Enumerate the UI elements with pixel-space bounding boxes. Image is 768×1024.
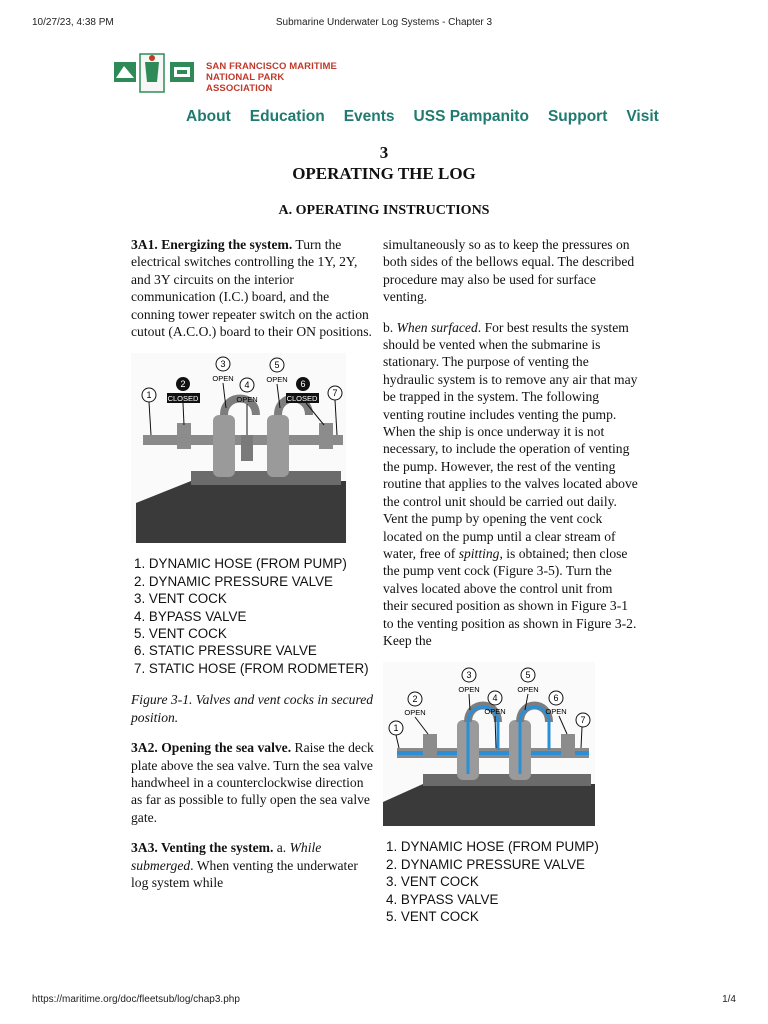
- fig1-callout-1: 1: [146, 390, 152, 401]
- fig2-callout-6: 6: [553, 693, 559, 704]
- legend-item: 3. VENT COCK: [386, 874, 479, 890]
- logo-line-2: NATIONAL PARK ASSOCIATION: [206, 72, 285, 94]
- nav-uss-pampanito[interactable]: USS Pampanito: [413, 108, 529, 125]
- legend-item: 7. STATIC HOSE (FROM RODMETER): [134, 660, 369, 676]
- legend-item: 2. DYNAMIC PRESSURE VALVE: [386, 856, 585, 872]
- fig1-label-closed-b: CLOSED: [286, 394, 318, 404]
- paragraph-text: a.: [273, 840, 290, 856]
- nav-support[interactable]: Support: [547, 108, 608, 125]
- print-page-number: 1/4: [722, 994, 736, 1005]
- nav-events[interactable]: Events: [343, 108, 395, 125]
- fig1-label-open-a: OPEN: [212, 374, 234, 384]
- paragraph-text: . When venting the underwater log system while: [131, 857, 358, 890]
- paragraph-text: Raise the deck plate above the sea valve. Turn the sea valve handwheel in a counterclockwise direction as far as possible to fully open the sea valve gate.: [131, 740, 374, 825]
- legend-item: 2. DYNAMIC PRESSURE VALVE: [134, 573, 333, 589]
- valve-assembly-venting-illustration: [383, 662, 595, 826]
- paragraph-lead: 3A2. Opening the sea valve.: [131, 740, 292, 756]
- paragraph-3a1: [131, 236, 375, 340]
- fig2-callout-3: 3: [466, 670, 472, 681]
- logo-line-1: SAN FRANCISCO MARITIME: [206, 61, 337, 72]
- paragraph-lead: 3A1. Energizing the system.: [131, 237, 293, 252]
- fig1-label-open-b: OPEN: [236, 395, 258, 405]
- logo-text: [206, 61, 344, 94]
- right-column: [383, 236, 638, 939]
- print-url: https://maritime.org/doc/fleetsub/log/chap3.php: [32, 994, 240, 1005]
- fig1-callout-5: 5: [274, 360, 280, 371]
- fig1-callout-6: 6: [300, 379, 306, 390]
- paragraph-italic: spitting: [458, 545, 500, 561]
- sfmnpa-logo[interactable]: [114, 52, 344, 94]
- nav-about[interactable]: About: [186, 108, 231, 125]
- paragraph-surfaced: [383, 319, 638, 650]
- paragraph-text: . For best results the system should be vented when the submarine is stationary. The purpose of venting the hydraulic system is to remove any air that may be trapped in the system. The following venting routine includes venting the pump. When the ship is once underway it is not necessary, to include the operation of venting the pump. However, the rest of the venting routine that applies to the valves located above the control unit should be carried out daily. Vent the pump by opening the vent cock located on the pump until a clear stream of water, free of: [383, 319, 638, 561]
- fig1-callout-7: 7: [332, 388, 338, 399]
- legend-item: 6. STATIC PRESSURE VALVE: [134, 643, 317, 659]
- fig2-label-open-e: OPEN: [545, 707, 567, 717]
- nav-visit[interactable]: Visit: [626, 108, 659, 125]
- fig2-label-open-a: OPEN: [404, 708, 426, 718]
- print-header: [32, 17, 736, 31]
- valve-assembly-secured-illustration: [131, 353, 346, 543]
- fig1-callout-3: 3: [220, 359, 226, 370]
- nav-education[interactable]: Education: [249, 108, 325, 125]
- legend-item: 5. VENT COCK: [134, 626, 227, 642]
- paragraph-italic: When surfaced: [396, 319, 478, 335]
- chapter-number: 3: [379, 143, 389, 162]
- fig2-label-open-d: OPEN: [517, 685, 539, 695]
- fig2-callout-2: 2: [412, 694, 418, 705]
- fig2-callout-7: 7: [580, 715, 586, 726]
- fig2-label-open-b: OPEN: [458, 685, 480, 695]
- legend-item: 1. DYNAMIC HOSE (FROM PUMP): [134, 556, 347, 572]
- fig1-label-closed-a: CLOSED: [167, 394, 199, 404]
- paragraph-3a2: [131, 739, 375, 826]
- paragraph-text: Turn the electrical switches controlling the 1Y, 2Y, and 3Y circuits on the interior communication (I.C.) board, and the conning tower repeater switch on the action cutout (A.C.O.) board to their ON positions.: [131, 237, 372, 340]
- fig1-callout-2: 2: [180, 379, 186, 390]
- paragraph-text: b.: [383, 319, 397, 335]
- legend-item: 3. VENT COCK: [134, 591, 227, 607]
- paragraph-italic: While submerged: [131, 840, 322, 873]
- legend-item: 4. BYPASS VALVE: [134, 608, 247, 624]
- print-datetime: 10/27/23, 4:38 PM: [32, 17, 114, 28]
- logo-emblem-icon: [114, 52, 204, 94]
- figure-3-2-image: [383, 662, 595, 826]
- figure-3-1-caption: Figure 3-1. Valves and vent cocks in secured position.: [131, 692, 374, 725]
- figure-3-2-legend: [383, 838, 638, 925]
- fig1-label-open-c: OPEN: [266, 375, 288, 385]
- fig2-callout-1: 1: [393, 723, 399, 734]
- paragraph-text: , is obtained; then close the pump vent cock (Figure 3-5). Turn the valves located above the control unit from their secured position as shown in Figure 3-1 to the venting position as shown in Figure 3-2. Keep the: [383, 545, 637, 648]
- section-heading: A. OPERATING INSTRUCTIONS: [278, 203, 490, 218]
- legend-item: 4. BYPASS VALVE: [386, 891, 499, 907]
- fig2-label-open-c: OPEN: [484, 707, 506, 717]
- print-footer: [32, 994, 736, 1008]
- legend-item: 1. DYNAMIC HOSE (FROM PUMP): [386, 839, 599, 855]
- figure-3-1-image: [131, 353, 346, 543]
- fig2-callout-4: 4: [492, 693, 498, 704]
- figure-3-1-legend: [131, 555, 375, 677]
- legend-item: 5. VENT COCK: [386, 908, 479, 924]
- paragraph-lead: 3A3. Venting the system.: [131, 840, 274, 856]
- paragraph-continued: simultaneously so as to keep the pressures on both sides of the bellows equal. The described procedure may also be used for surface venting.: [383, 237, 635, 305]
- left-column: [131, 236, 375, 904]
- fig1-callout-4: 4: [244, 380, 250, 391]
- print-page-title: Submarine Underwater Log Systems - Chapter 3: [275, 17, 493, 28]
- chapter-title: OPERATING THE LOG: [292, 164, 476, 183]
- paragraph-3a3: [131, 839, 375, 891]
- fig2-callout-5: 5: [525, 670, 531, 681]
- main-nav: [186, 108, 659, 126]
